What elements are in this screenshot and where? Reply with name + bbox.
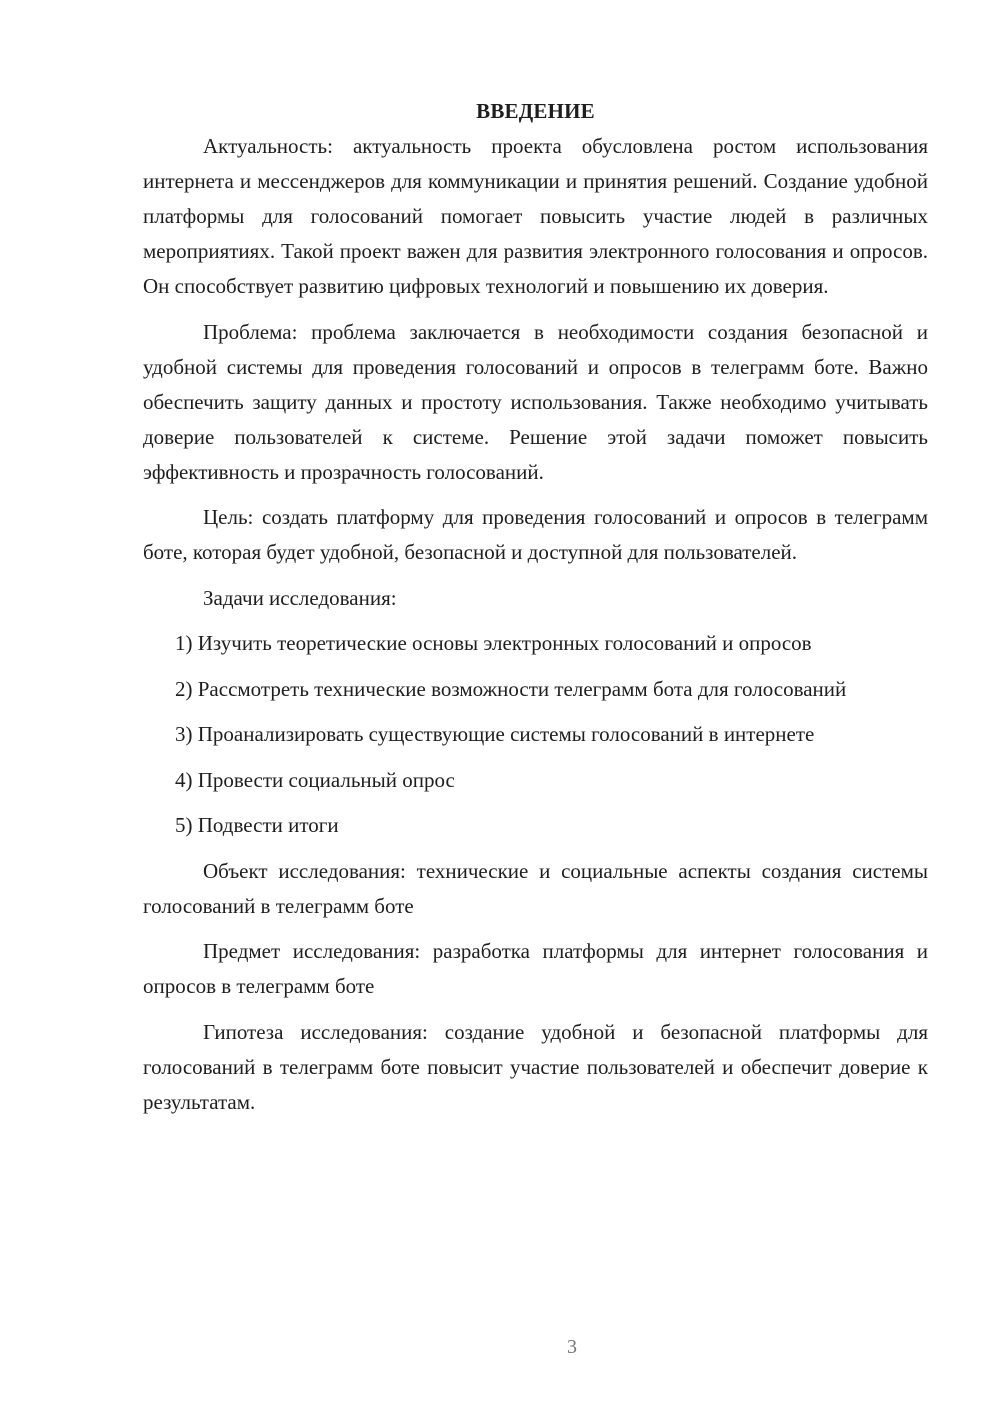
task-item-4: 4) Провести социальный опрос — [175, 767, 455, 792]
task-item-1: 1) Изучить теоретические основы электронных голосований и опросов — [175, 631, 812, 655]
task-item-5: 5) Подвести итоги — [175, 813, 339, 837]
paragraph-tasks-heading: Задачи исследования: — [203, 585, 397, 610]
paragraph-goal: Цель: создать платформу для проведения голосований и опросов в телеграмм боте, которая будет удобной, безопасной и доступной для пользователей. — [143, 505, 928, 564]
task-item-2: 2) Рассмотреть технические возможности телеграмм бота для голосований — [175, 676, 847, 701]
paragraph-relevance: Актуальность: актуальность проекта обусловлена ростом использования интернета и мессенджеров для коммуникации и принятия решений. Создание удобной платформы для голосований помогает повысить участие людей в различных мероприятиях. Такой проект важен для развития электронного голосования и опросов. Он способствует развитию цифровых технологий и повышению их доверия. — [143, 134, 928, 298]
page-number: 3 — [567, 1336, 577, 1358]
paragraph-object: Объект исследования: технические и социальные аспекты создания системы голосований в телеграмм боте — [143, 858, 928, 918]
document-title: ВВЕДЕНИЕ — [476, 99, 595, 123]
paragraph-problem: Проблема: проблема заключается в необходимости создания безопасной и удобной системы для проведения голосований и опросов в телеграмм боте. Важно обеспечить защиту данных и простоту использования. Также необходимо учитывать доверие пользователей к системе. Решение этой задачи поможет повысить эффективность и прозрачность голосований. — [143, 319, 928, 484]
paragraph-hypothesis: Гипотеза исследования: создание удобной и безопасной платформы для голосований в телеграмм боте повысит участие пользователей и обеспечит доверие к результатам. — [143, 1019, 928, 1114]
task-item-3: 3) Проанализировать существующие системы голосований в интернете — [175, 722, 815, 746]
paragraph-subject: Предмет исследования: разработка платформы для интернет голосования и опросов в телеграмм боте — [143, 939, 928, 998]
document-page — [143, 94, 928, 1130]
